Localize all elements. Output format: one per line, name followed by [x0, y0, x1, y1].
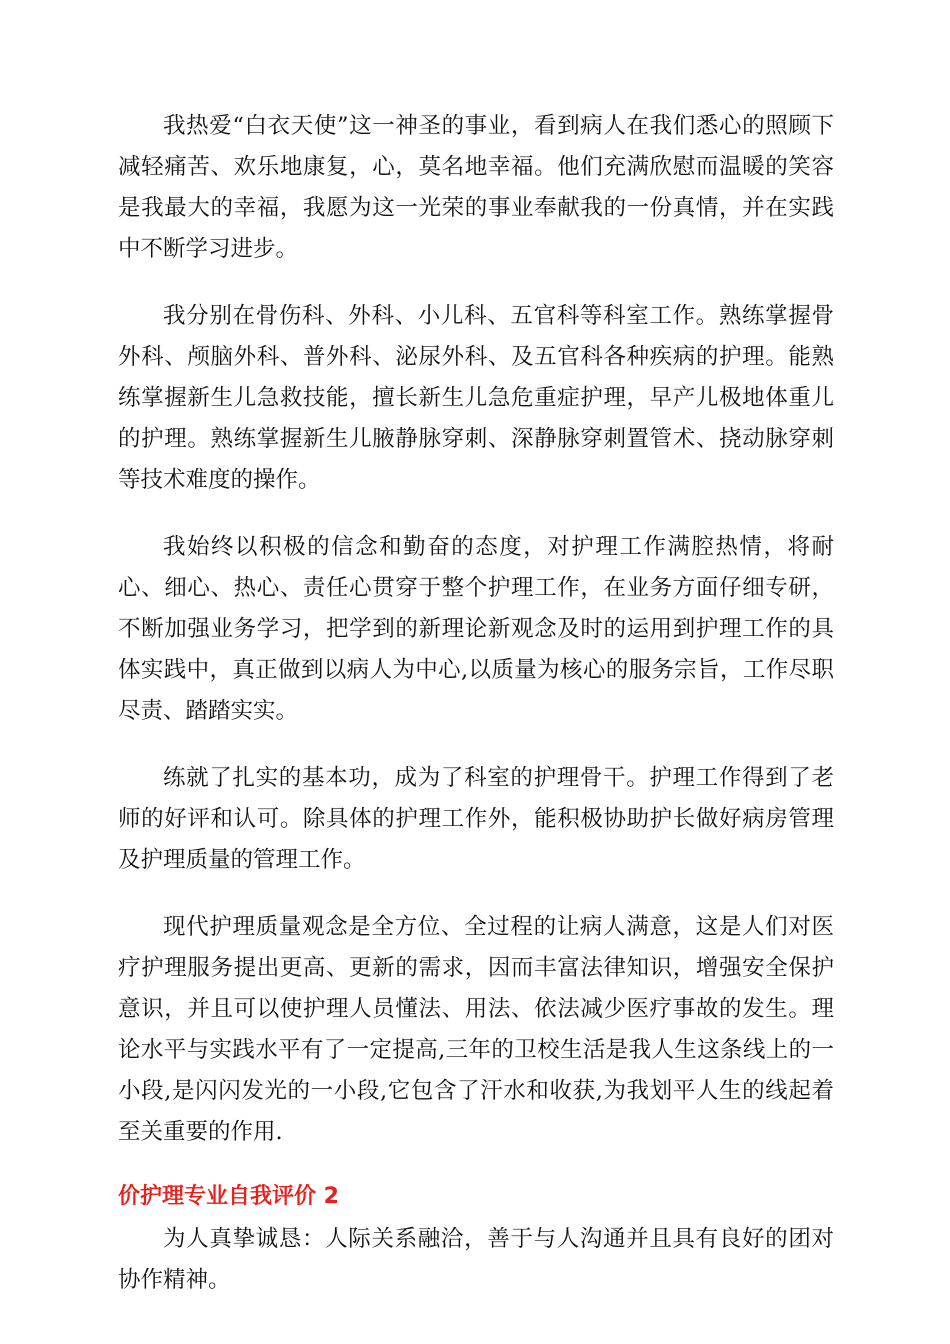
paragraph-3: 我始终以积极的信念和勤奋的态度，对护理工作满腔热情，将耐心、细心、热心、责任心贯穿于整个护理工作，在业务方面仔细专研，不断加强业务学习，把学到的新理论新观念及时的运用到护理工作的具体实践中，真正做到以病人为中心,以质量为核心的服务宗旨，工作尽职尽责、踏踏实实。 [118, 534, 834, 724]
paragraph-2: 我分别在骨伤科、外科、小儿科、五官科等科室工作。熟练掌握骨外科、颅脑外科、普外科、泌尿外科、及五官科各种疾病的护理。能熟练掌握新生儿急救技能，擅长新生儿急危重症护理，早产儿极地体重儿的护理。熟练掌握新生儿腋静脉穿刺、深静脉穿刺置管术、挠动脉穿刺等技术难度的操作。 [118, 303, 834, 493]
section-heading: 价护理专业自我评价 2 [118, 1184, 339, 1209]
paragraph-1: 我热爱“白衣天使”这一神圣的事业，看到病人在我们悉心的照顾下减轻痛苦、欢乐地康复，心，莫名地幸福。他们充满欣慰而温暖的笑容是我最大的幸福，我愿为这一光荣的事业奉献我的一份真情，并在实践中不断学习进步。 [118, 113, 834, 262]
paragraph-6: 为人真挚诚恳：人际关系融洽，善于与人沟通并且具有良好的团对协作精神。 [118, 1226, 834, 1293]
document-body [118, 106, 834, 1327]
paragraph-5: 现代护理质量观念是全方位、全过程的让病人满意，这是人们对医疗护理服务提出更高、更新的需求，因而丰富法律知识，增强安全保护意识，并且可以使护理人员懂法、用法、依法减少医疗事故的发生。理论水平与实践水平有了一定提高,三年的卫校生活是我人生这条线上的一小段,是闪闪发光的一小段,它包含了汗水和收获,为我划平人生的线起着至关重要的作用. [118, 914, 834, 1145]
paragraph-4: 练就了扎实的基本功，成为了科室的护理骨干。护理工作得到了老师的好评和认可。除具体的护理工作外，能积极协助护长做好病房管理及护理质量的管理工作。 [118, 765, 834, 873]
